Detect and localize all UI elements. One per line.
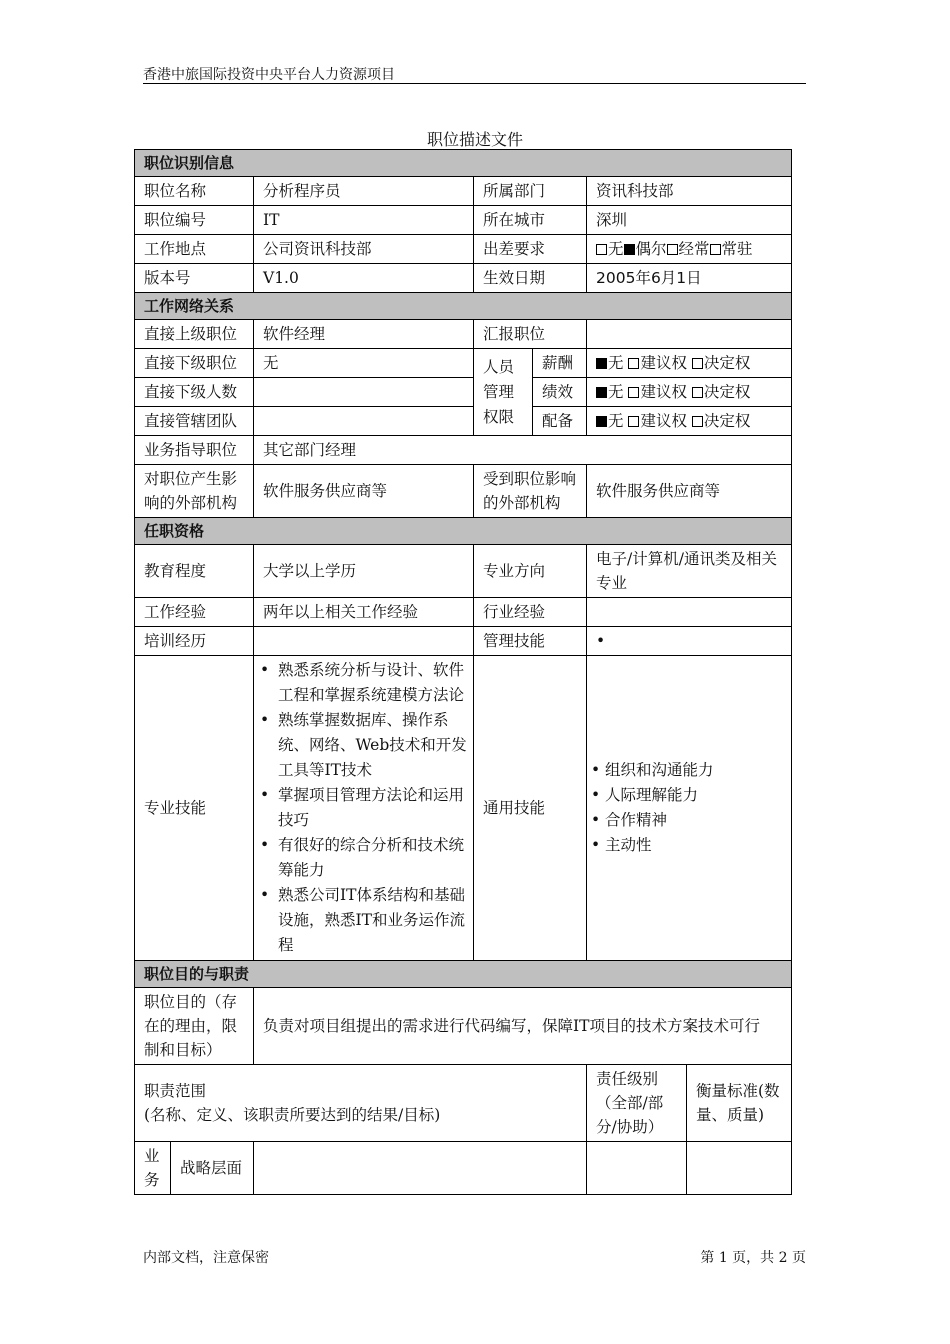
authority-options (587, 407, 792, 436)
report-position-label: 汇报职位 (474, 320, 587, 349)
position-code-label: 职位编号 (135, 206, 254, 235)
superior-label: 直接上级职位 (135, 320, 254, 349)
list-item (258, 883, 467, 958)
bullet-icon: • (591, 786, 601, 804)
checkbox-checked-icon (624, 244, 635, 255)
city-value: 深圳 (587, 206, 792, 235)
checkbox-icon (692, 387, 703, 398)
major-label: 专业方向 (474, 545, 587, 598)
checkbox-icon (692, 416, 703, 427)
option-label: 决定权 (703, 383, 751, 401)
report-position-value (587, 320, 792, 349)
list-item (258, 708, 467, 783)
list-item-text: 熟悉公司IT体系结构和基础设施，熟悉IT和业务运作流程 (278, 886, 465, 954)
bullet-icon: • (260, 886, 270, 904)
version-value: V1.0 (254, 264, 474, 293)
affecting-org-value: 软件服务供应商等 (254, 465, 474, 518)
list-item (258, 833, 467, 883)
header-divider (143, 83, 806, 84)
work-location-label: 工作地点 (135, 235, 254, 264)
bullet-icon: • (260, 836, 270, 854)
list-item-text: 组织和沟通能力 (605, 761, 714, 779)
checkbox-icon (710, 244, 721, 255)
general-skill-list (587, 656, 792, 961)
strategy-label: 战略层面 (171, 1142, 254, 1195)
option-label: 常驻 (721, 240, 753, 258)
responsibility-level-header: 责任级别（全部/部分/协助） (587, 1065, 687, 1142)
authority-label-line: 人员 (483, 357, 515, 376)
scope-header (135, 1065, 587, 1142)
scope-note: (名称、定义、该职责所要达到的结果/目标) (144, 1106, 441, 1124)
affected-org-label: 受到职位影响的外部机构 (474, 465, 587, 518)
team-label: 直接管辖团队 (135, 407, 254, 436)
page-header: 香港中旅国际投资中央平台人力资源项目 (143, 67, 395, 83)
pro-skill-label: 专业技能 (135, 656, 254, 961)
position-code-value: IT (254, 206, 474, 235)
list-item-text: 掌握项目管理方法论和运用技巧 (278, 786, 465, 829)
section-identity: 职位识别信息 (135, 150, 792, 177)
department-label: 所属部门 (474, 177, 587, 206)
education-value: 大学以上学历 (254, 545, 474, 598)
option-label: 建议权 (640, 354, 687, 372)
team-value (254, 407, 474, 436)
section-purpose: 职位目的与职责 (135, 961, 792, 988)
checkbox-icon (596, 244, 607, 255)
bullet-icon: • (260, 711, 270, 729)
purpose-label: 职位目的（存在的理由，限制和目标） (135, 988, 254, 1065)
affecting-org-label: 对职位产生影响的外部机构 (135, 465, 254, 518)
checkbox-checked-icon (596, 358, 607, 369)
subordinate-label: 直接下级职位 (135, 349, 254, 378)
city-label: 所在城市 (474, 206, 587, 235)
option-label: 无 (608, 383, 624, 401)
strategy-level (587, 1142, 687, 1195)
bullet-icon: • (260, 661, 270, 679)
footer-confidential: 内部文档，注意保密 (143, 1250, 269, 1266)
list-item-text: 人际理解能力 (605, 786, 699, 804)
bullet-icon: • (591, 836, 601, 854)
travel-label: 出差要求 (474, 235, 587, 264)
subordinate-count-value (254, 378, 474, 407)
option-label: 建议权 (640, 383, 687, 401)
document-title: 职位描述文件 (426, 130, 523, 149)
list-item-text: 熟悉系统分析与设计、软件工程和掌握系统建模方法论 (278, 661, 465, 704)
checkbox-icon (628, 387, 639, 398)
authority-item: 配备 (533, 407, 587, 436)
department-value: 资讯科技部 (587, 177, 792, 206)
footer-page-number: 第 1 页，共 2 页 (700, 1250, 806, 1266)
version-label: 版本号 (135, 264, 254, 293)
bullet-icon: • (591, 761, 601, 779)
checkbox-icon (692, 358, 703, 369)
authority-label-line: 权限 (483, 407, 515, 426)
work-location-value: 公司资讯科技部 (254, 235, 474, 264)
list-item (591, 783, 782, 808)
subordinate-count-label: 直接下级人数 (135, 378, 254, 407)
major-value: 电子/计算机/通讯类及相关专业 (587, 545, 792, 598)
travel-options (587, 235, 792, 264)
authority-options (587, 349, 792, 378)
education-label: 教育程度 (135, 545, 254, 598)
checkbox-checked-icon (596, 387, 607, 398)
list-item-text: 合作精神 (605, 811, 668, 829)
effective-date-label: 生效日期 (474, 264, 587, 293)
bullet-icon: • (260, 786, 270, 804)
checkbox-icon (628, 358, 639, 369)
list-item (591, 758, 782, 783)
checkbox-checked-icon (596, 416, 607, 427)
option-label: 偶尔 (635, 240, 667, 258)
strategy-measure (687, 1142, 792, 1195)
authority-label-line: 管理 (483, 382, 515, 401)
position-name-value: 分析程序员 (254, 177, 474, 206)
strategy-description (254, 1142, 587, 1195)
effective-date-value: 2005年6月1日 (587, 264, 792, 293)
business-label: 业务 (135, 1142, 171, 1195)
list-item-text: 熟练掌握数据库、操作系统、网络、Web技术和开发工具等IT技术 (278, 711, 467, 779)
option-label: 无 (608, 240, 624, 258)
authority-item: 薪酬 (533, 349, 587, 378)
experience-value: 两年以上相关工作经验 (254, 598, 474, 627)
job-description-table (134, 149, 792, 1195)
checkbox-icon (667, 244, 678, 255)
bullet-icon: • (591, 811, 601, 829)
training-label: 培训经历 (135, 627, 254, 656)
section-qualification: 任职资格 (135, 518, 792, 545)
list-item (591, 808, 782, 833)
purpose-value: 负责对项目组提出的需求进行代码编写，保障IT项目的技术方案技术可行 (254, 988, 792, 1065)
position-name-label: 职位名称 (135, 177, 254, 206)
superior-value: 软件经理 (254, 320, 474, 349)
option-label: 决定权 (703, 354, 751, 372)
option-label: 无 (608, 354, 624, 372)
pro-skill-list (254, 656, 474, 961)
section-network: 工作网络关系 (135, 293, 792, 320)
authority-options (587, 378, 792, 407)
list-item (258, 783, 467, 833)
authority-label (474, 349, 533, 436)
affected-org-value: 软件服务供应商等 (587, 465, 792, 518)
industry-label: 行业经验 (474, 598, 587, 627)
option-label: 建议权 (640, 412, 687, 430)
industry-value (587, 598, 792, 627)
general-skill-label: 通用技能 (474, 656, 587, 961)
checkbox-icon (628, 416, 639, 427)
list-item (258, 658, 467, 708)
subordinate-value: 无 (254, 349, 474, 378)
list-item-text: 主动性 (605, 836, 652, 854)
experience-label: 工作经验 (135, 598, 254, 627)
management-skill-label: 管理技能 (474, 627, 587, 656)
guide-position-label: 业务指导职位 (135, 436, 254, 465)
list-item-text: 有很好的综合分析和技术统筹能力 (278, 836, 465, 879)
list-item (591, 833, 782, 858)
guide-position-value: 其它部门经理 (254, 436, 792, 465)
option-label: 经常 (678, 240, 710, 258)
measure-standard-header: 衡量标准(数量、质量) (687, 1065, 792, 1142)
authority-item: 绩效 (533, 378, 587, 407)
management-skill-value: • (587, 627, 792, 656)
training-value (254, 627, 474, 656)
option-label: 决定权 (703, 412, 751, 430)
scope-label: 职责范围 (144, 1082, 207, 1100)
option-label: 无 (608, 412, 624, 430)
